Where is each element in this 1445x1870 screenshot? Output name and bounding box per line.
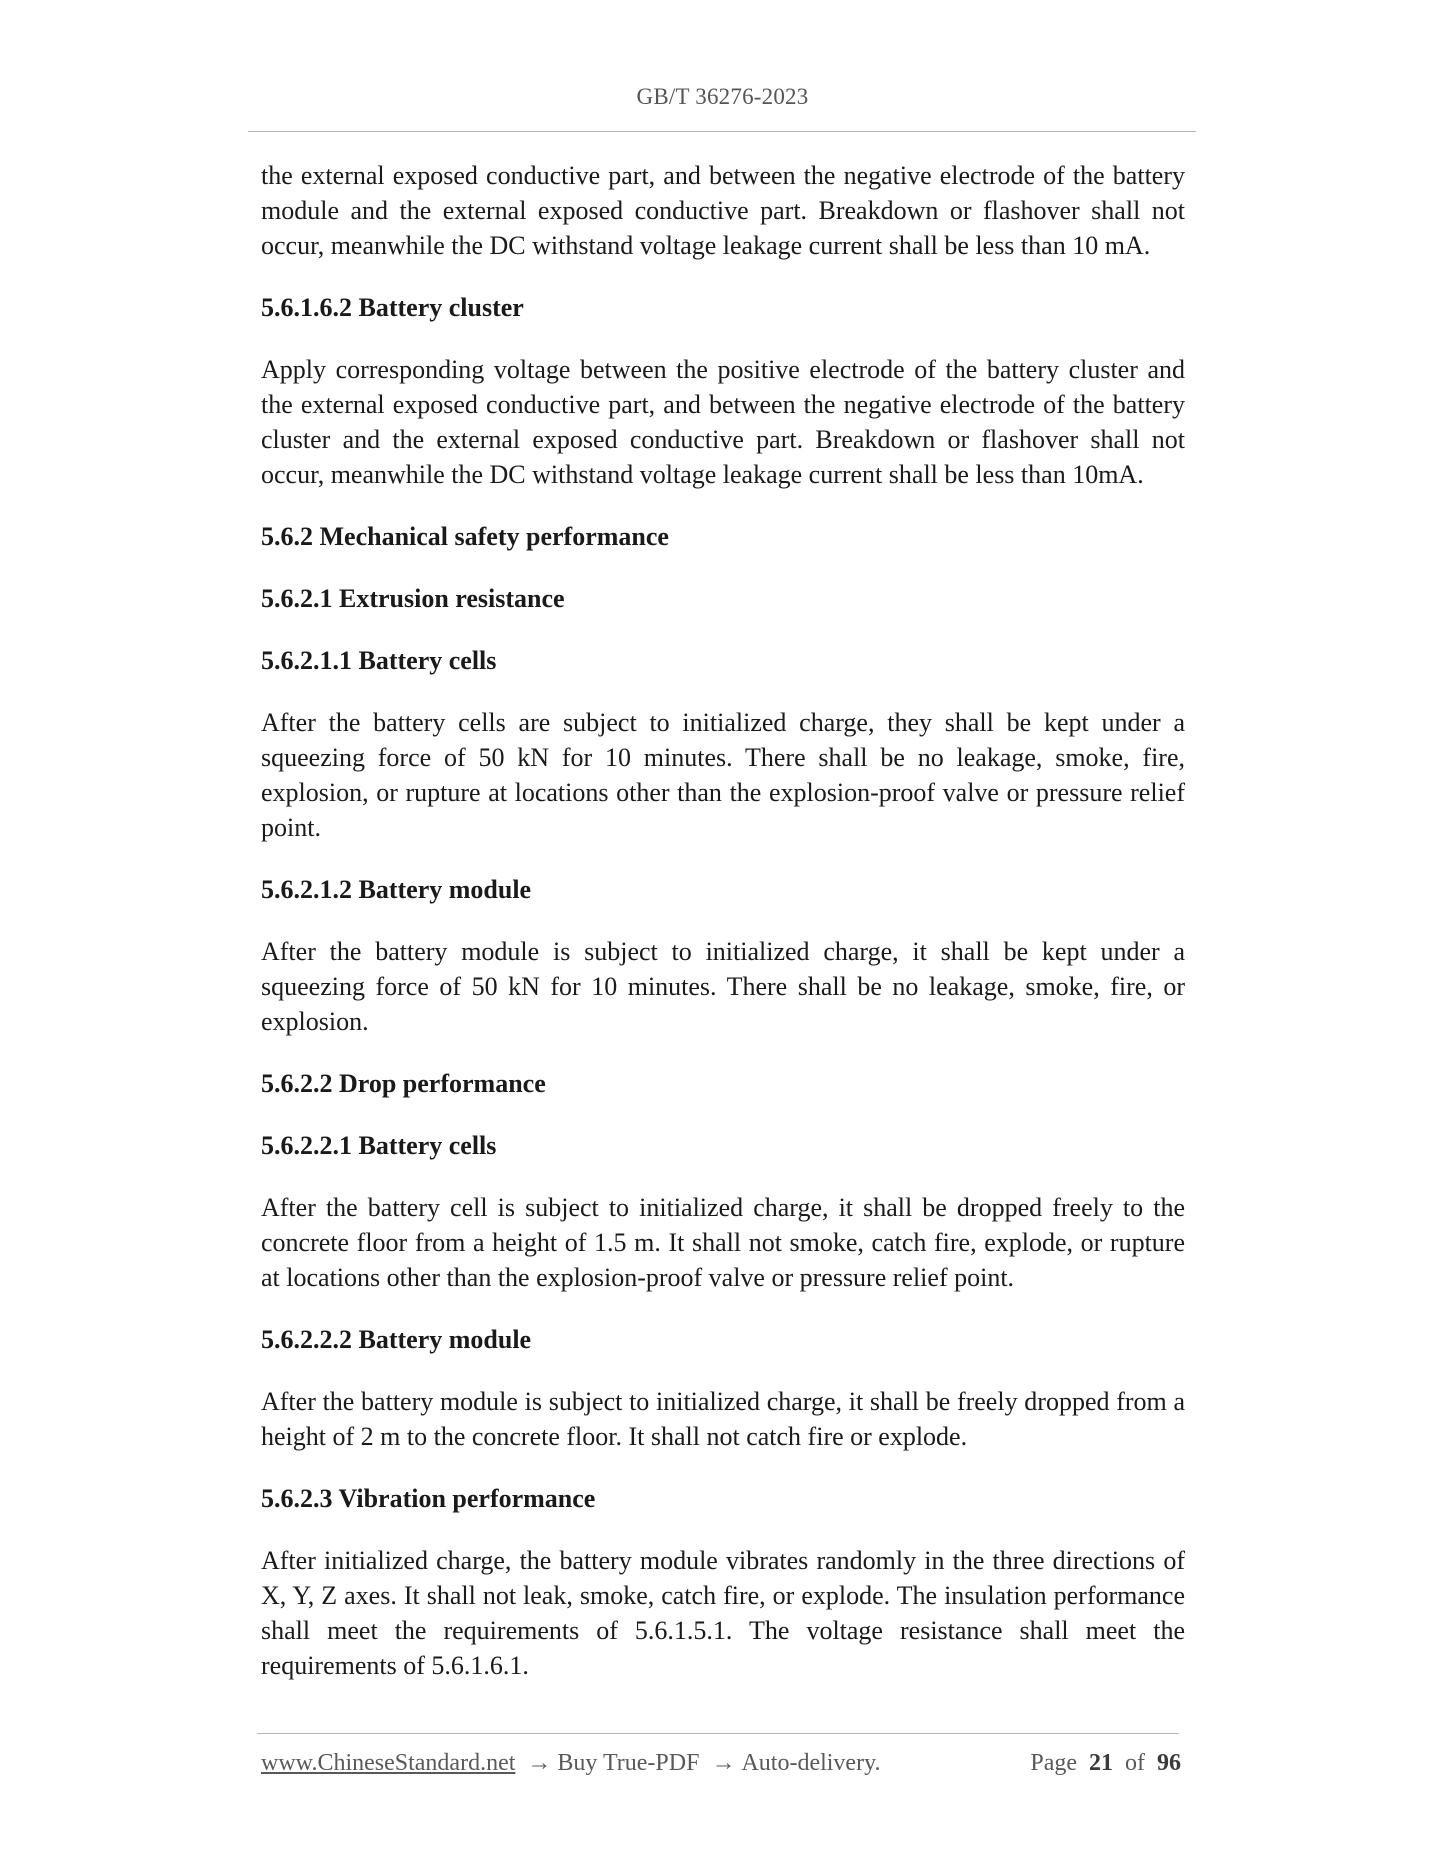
heading-5-6-2-1-1: 5.6.2.1.1 Battery cells: [261, 646, 497, 675]
auto-delivery-text: Auto-delivery.: [741, 1750, 881, 1776]
intro-paragraph: the external exposed conductive part, and between the negative electrode of the battery module and the external exposed conductive part. Breakdown or flashover shall not occur, meanwhile the DC withstand voltage leakage current shall be less than 10 mA.: [261, 161, 1185, 260]
heading-5-6-2-2-2: 5.6.2.2.2 Battery module: [261, 1325, 532, 1354]
current-page-number: 21: [1089, 1750, 1113, 1776]
page-label: Page: [1030, 1750, 1077, 1776]
heading-5-6-1-6-2: 5.6.1.6.2 Battery cluster: [261, 293, 524, 322]
website-link[interactable]: www.ChineseStandard.net: [261, 1750, 516, 1776]
arrow-right-icon: →: [527, 1750, 552, 1776]
page-number-indicator: [1030, 1750, 1181, 1777]
heading-5-6-2: 5.6.2 Mechanical safety performance: [261, 522, 669, 551]
paragraph-5-6-2-1-1: After the battery cells are subject to initialized charge, they shall be kept under a squeezing force of 50 kN for 10 minutes. There shall be no leakage, smoke, fire, explosion, or rupture at locations other than the explosion-proof valve or pressure relief point.: [261, 708, 1185, 842]
heading-5-6-2-2: 5.6.2.2 Drop performance: [261, 1069, 546, 1098]
paragraph-5-6-2-2-2: After the battery module is subject to initialized charge, it shall be freely dropped from a height of 2 m to the concrete floor. It shall not catch fire or explode.: [261, 1387, 1185, 1451]
footer-purchase-info: [261, 1750, 881, 1777]
heading-5-6-2-1: 5.6.2.1 Extrusion resistance: [261, 584, 565, 613]
of-label: of: [1125, 1750, 1145, 1776]
buy-true-pdf-text: Buy True-PDF: [557, 1750, 700, 1776]
paragraph-5-6-2-2-1: After the battery cell is subject to initialized charge, it shall be dropped freely to the concrete floor from a height of 1.5 m. It shall not smoke, catch fire, explode, or rupture at locations other than the explosion-proof valve or pressure relief point.: [261, 1193, 1185, 1292]
heading-5-6-2-2-1: 5.6.2.2.1 Battery cells: [261, 1131, 497, 1160]
paragraph-5-6-2-1-2: After the battery module is subject to initialized charge, it shall be kept under a squeezing force of 50 kN for 10 minutes. There shall be no leakage, smoke, fire, or explosion.: [261, 937, 1185, 1036]
document-code-header: GB/T 36276-2023: [636, 84, 809, 109]
header-divider: [248, 131, 1196, 132]
heading-5-6-2-3: 5.6.2.3 Vibration performance: [261, 1484, 596, 1513]
footer-divider: [257, 1733, 1179, 1734]
paragraph-5-6-1-6-2: Apply corresponding voltage between the positive electrode of the battery cluster and the external exposed conductive part, and between the negative electrode of the battery cluster and the external exposed conductive part. Breakdown or flashover shall not occur, meanwhile the DC withstand voltage leakage current shall be less than 10mA.: [261, 355, 1185, 489]
heading-5-6-2-1-2: 5.6.2.1.2 Battery module: [261, 875, 532, 904]
arrow-right-icon: →: [711, 1750, 736, 1776]
paragraph-5-6-2-3: After initialized charge, the battery module vibrates randomly in the three directions of X, Y, Z axes. It shall not leak, smoke, catch fire, or explode. The insulation performance shall meet the requirements of 5.6.1.5.1. The voltage resistance shall meet the requirements of 5.6.1.6.1.: [261, 1546, 1185, 1680]
total-pages-number: 96: [1157, 1750, 1181, 1776]
page-content: [261, 158, 1185, 1710]
